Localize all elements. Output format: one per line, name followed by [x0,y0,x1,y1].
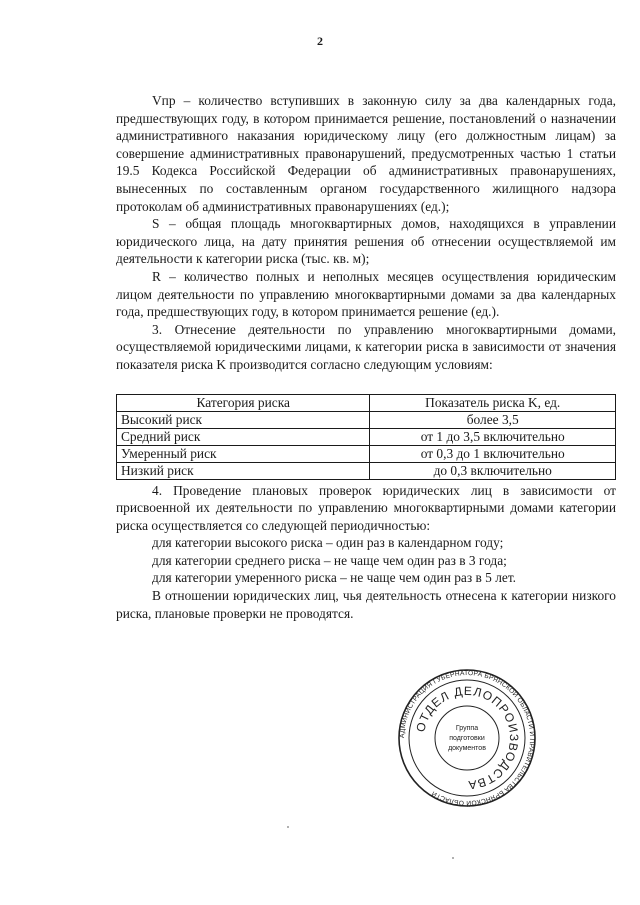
r-definition: R – количество полных и неполных месяцев осуществления юридическим лицом деятельности по управлению многоквартирными домами за два календарных года, предшествующих году, в котором принимается решение (ед.). [116,268,616,320]
stamp-ring-text: ОТДЕЛ ДЕЛОПРОИЗВОДСТВА [413,683,522,793]
office-stamp [397,668,537,808]
risk-value-cell: до 0,3 включительно [370,462,616,479]
table-row [117,462,616,479]
vpr-definition: Vпр – количество вступивших в законную силу за два календарных года, предшествующих году, в котором принимается решение, постановлений о назначении административного наказания юридическому лицу (его должностным лицам) за совершение административных правонарушений, предусмотренных частью 1 статьи 19.5 Кодекса Российской Федерации об административных правонарушениях, вынесенных по составленным органом государственного жилищного надзора протоколам об административных правонарушениях (ед.); [116,93,616,214]
risk-table-header-category: Категория риска [117,394,370,411]
table-row [117,428,616,445]
risk-value-cell: от 0,3 до 1 включительно [370,445,616,462]
stamp-center-line: документов [448,745,486,752]
page-number: 2 [317,34,323,48]
stamp-center-line: Группа [455,725,479,732]
risk-value-cell: более 3,5 [370,411,616,428]
risk-table-header-row [117,394,616,411]
scan-speck [287,826,289,828]
s-definition: S – общая площадь многоквартирных домов, находящихся в управлении юридического лица, на дату принятия решения об отнесении осуществляемой им деятельности к категории риска (тыс. кв. м); [116,216,616,267]
risk-category-cell: Умеренный риск [117,445,370,462]
list-item: для категории среднего риска – не чаще чем один раз в 3 года; [152,552,507,568]
risk-value-cell: от 1 до 3,5 включительно [370,428,616,445]
risk-category-cell: Низкий риск [117,462,370,479]
table-row [117,411,616,428]
risk-category-cell: Высокий риск [117,411,370,428]
final-paragraph: В отношении юридических лиц, чья деятельность отнесена к категории низкого риска, плановые проверки не проводятся. [116,588,616,621]
document-body [116,92,616,622]
clause-4: 4. Проведение плановых проверок юридических лиц в зависимости от присвоенной их деятельности по управлению многоквартирными домами категории риска осуществляется со следующей периодичностью: [116,482,616,533]
list-item: для категории высокого риска – один раз в календарном году; [152,535,504,551]
table-row [117,445,616,462]
list-item: для категории умеренного риска – не чаще чем один раз в 5 лет. [152,570,517,586]
risk-table [116,394,616,480]
stamp-center-line: подготовки [449,735,485,742]
stamp-outer-text: АДМИНИСТРАЦИЯ ГУБЕРНАТОРА БРЯНСКОЙ ОБЛАСТИ И ПРАВИТЕЛЬСТВА БРЯНСКОЙ ОБЛАСТИ [398,669,536,807]
clause-3: 3. Отнесение деятельности по управлению многоквартирными домами, осуществляемой юридическими лицами, к категории риска в зависимости от значения показателя риска K производится согласно следующим условиям: [116,321,616,372]
stamp-seal [397,668,537,808]
risk-table-header-indicator: Показатель риска K, ед. [370,394,616,411]
risk-category-cell: Средний риск [117,428,370,445]
scan-speck [452,857,454,859]
